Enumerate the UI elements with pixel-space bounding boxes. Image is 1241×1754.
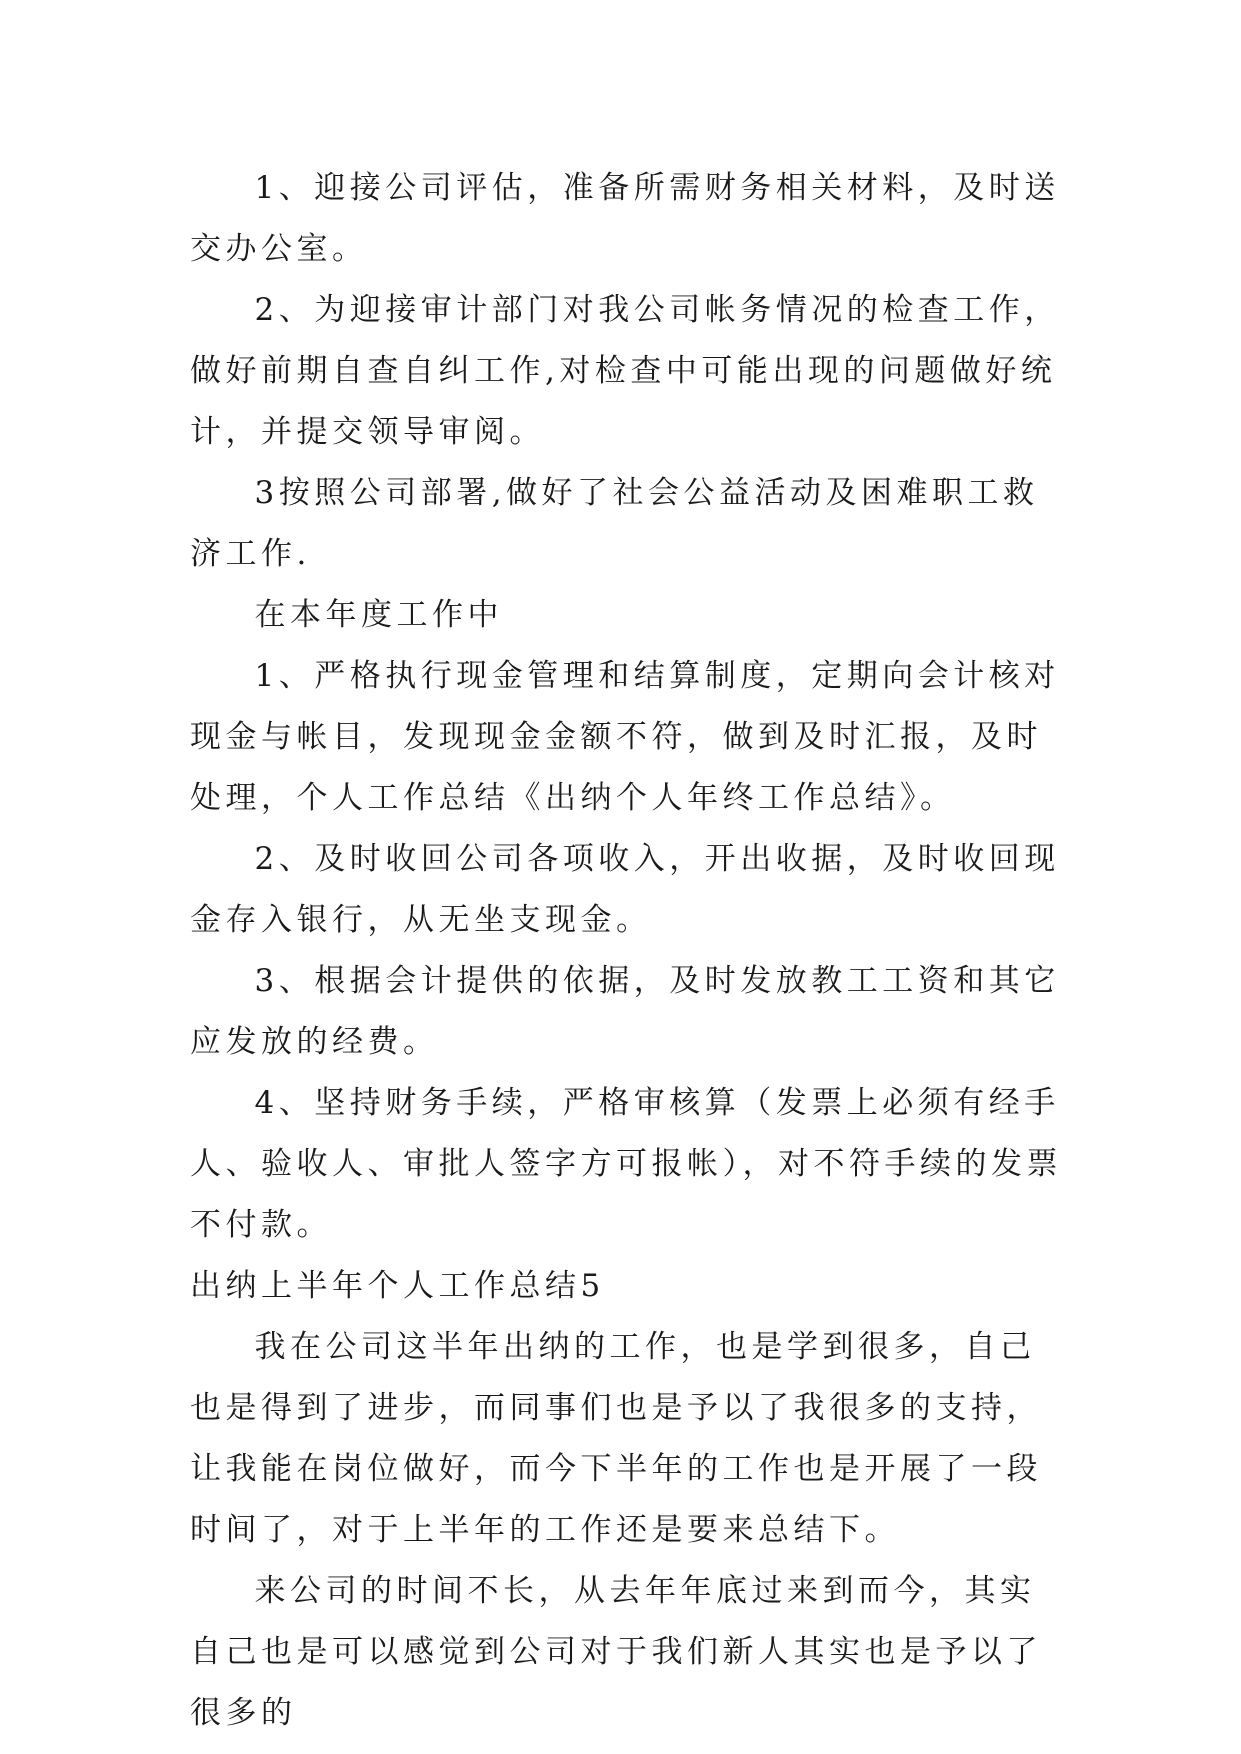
section-heading: 出纳上半年个人工作总结5: [190, 1268, 605, 1304]
paragraph-10: 来公司的时间不长，从去年年底过来到而今，其实自己也是可以感觉到公司对于我们新人其实也是予以了很多的: [190, 1573, 1042, 1731]
paragraph-5: 1、严格执行现金管理和结算制度，定期向会计核对现金与帐目，发现现金金额不符，做到及时汇报，及时处理，个人工作总结《出纳个人年终工作总结》。: [190, 658, 1060, 816]
paragraph-3: 3按照公司部署,做好了社会公益活动及困难职工救济工作.: [190, 475, 1039, 572]
paragraph-7: 3、根据会计提供的依据，及时发放教工工资和其它应发放的经费。: [190, 963, 1060, 1060]
paragraph-9: 我在公司这半年出纳的工作，也是学到很多，自己也是得到了进步，而同事们也是予以了我很多的支持，让我能在岗位做好，而今下半年的工作也是开展了一段时间了，对于上半年的工作还是要来总结下。: [190, 1329, 1042, 1548]
document-body: [190, 158, 1070, 1744]
paragraph-1: 1、迎接公司评估，准备所需财务相关材料，及时送交办公室。: [190, 170, 1060, 267]
paragraph-6: 2、及时收回公司各项收入，开出收据，及时收回现金存入银行，从无坐支现金。: [190, 841, 1060, 938]
paragraph-8: 4、坚持财务手续，严格审核算（发票上必须有经手人、验收人、审批人签字方可报帐），对不符手续的发票不付款。: [190, 1085, 1062, 1243]
paragraph-2: 2、为迎接审计部门对我公司帐务情况的检查工作，做好前期自查自纠工作,对检查中可能出现的问题做好统计，并提交领导审阅。: [190, 292, 1060, 450]
paragraph-4: 在本年度工作中: [254, 597, 503, 633]
